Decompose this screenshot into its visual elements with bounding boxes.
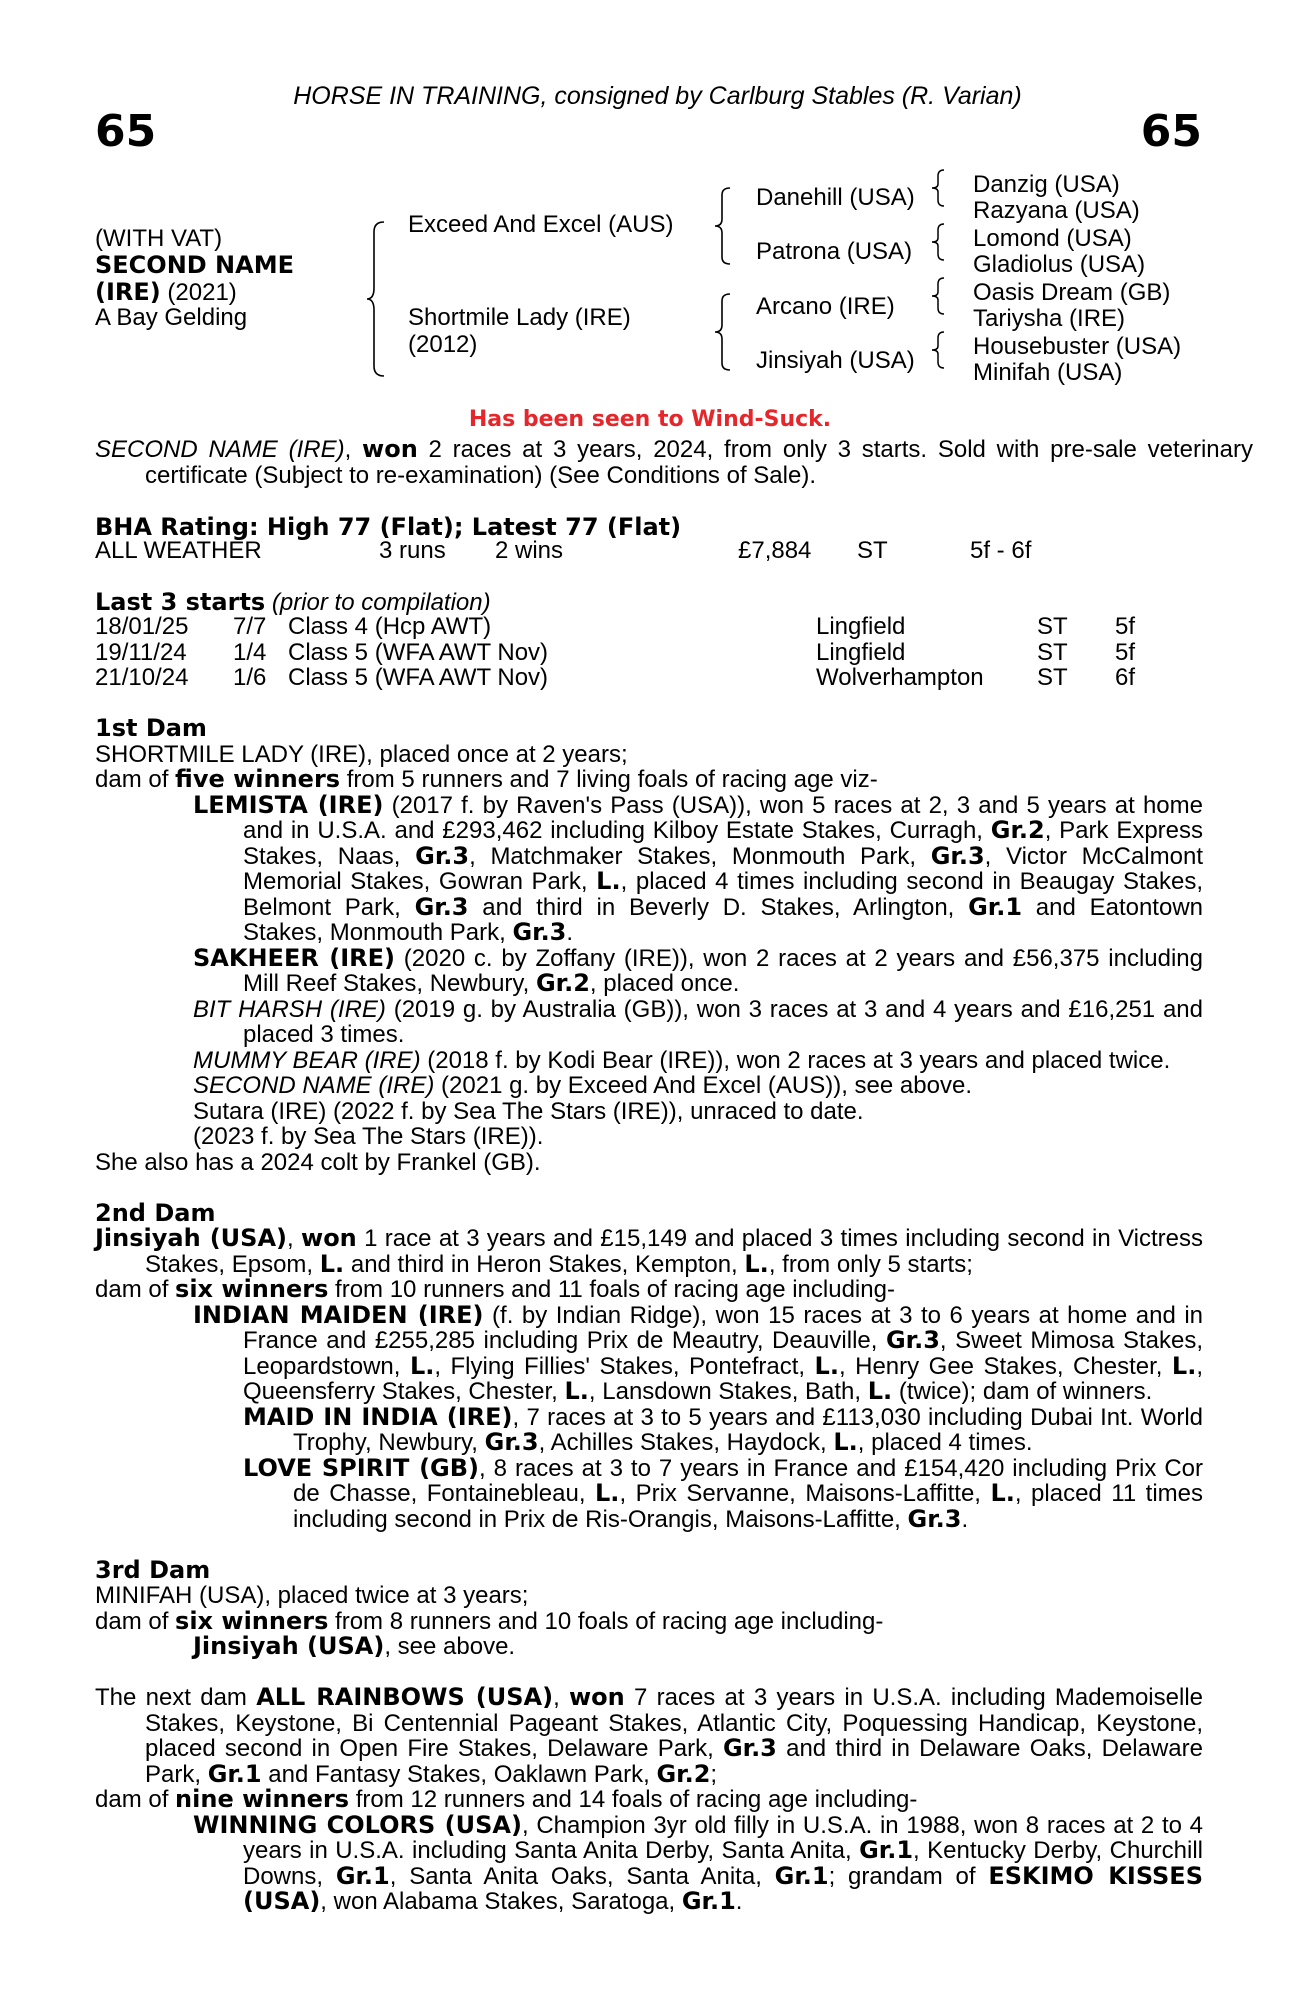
summary-horse-name: SECOND NAME (IRE) [95, 436, 345, 463]
foal-indian-maiden: INDIAN MAIDEN (IRE) (f. by Indian Ridge), won 15 races at 3 to 6 years at home and in France and £255,285 including Prix de Meautry, Deauville, Gr.3, Sweet Mimosa Stakes, Leopardstown, L., Flying Fillies' Stakes, Pontefract, L., Henry Gee Stakes, Chester, L., Queensferry Stakes, Chester, L., Lansdown Stakes, Bath, L. (twice); dam of winners. [193, 1300, 1204, 1405]
start-row: 18/01/25 7/7 Class 4 (Hcp AWT) Lingfield ST 5f [95, 613, 1136, 640]
foal-mummy-bear: MUMMY BEAR (IRE) (2018 f. by Kodi Bear (IRE)), won 2 races at 3 years and placed twice. [193, 1046, 1171, 1074]
lot-number-left: 65 [95, 106, 157, 157]
horse-country: (IRE) [95, 278, 161, 306]
foal-bit-harsh: BIT HARSH (IRE) (2019 g. by Australia (GB)), won 3 races at 3 and 4 years and £16,251 and placed 3 times. [193, 995, 1203, 1048]
vat-label: (WITH VAT) [95, 225, 223, 252]
pedigree-ggp-1: Danzig (USA) [973, 171, 1120, 198]
start-row: 19/11/24 1/4 Class 5 (WFA AWT Nov) Lingfield ST 5f [95, 638, 1136, 666]
pedigree-brace-4 [930, 168, 948, 208]
bha-rating: BHA Rating: High 77 (Flat); Latest 77 (Flat) [95, 513, 682, 541]
pedigree-brace-6 [930, 276, 948, 316]
horse-description: A Bay Gelding [95, 304, 248, 331]
rating-earnings: £7,884 [738, 537, 812, 564]
horse-year: (2021) [160, 279, 237, 306]
dam2-record: Jinsiyah (USA), won 1 race at 3 years and £15,149 and placed 3 times including second in Victress Stakes, Epsom, L. and third in Heron Stakes, Kempton, L., from only 5 starts; [95, 1224, 1203, 1278]
summary-paragraph: SECOND NAME (IRE), won 2 races at 3 years, 2024, from only 3 starts. Sold with pre-sale veterinary certificate (Subject to re-examination) (See Conditions of Sale). [95, 435, 1253, 489]
pedigree-ggp-8: Minifah (USA) [973, 359, 1123, 386]
dam1-line: SHORTMILE LADY (IRE), placed once at 2 years; [95, 740, 628, 768]
pedigree-ggp-6: Tariysha (IRE) [973, 305, 1126, 332]
pedigree-sire: Exceed And Excel (AUS) [408, 211, 674, 238]
pedigree-ggp-5: Oasis Dream (GB) [973, 279, 1171, 306]
lot-number-right: 65 [1140, 106, 1202, 157]
dam2-damof: dam of six winners from 10 runners and 11 foals of racing age including- [95, 1275, 895, 1303]
next-dam-damof: dam of nine winners from 12 runners and 14 foals of racing age including- [95, 1785, 918, 1813]
pedigree-sire-dam: Patrona (USA) [756, 238, 913, 265]
summary-won: won [362, 435, 418, 463]
foal-2023: (2023 f. by Sea The Stars (IRE)). [193, 1123, 544, 1150]
dam1-heading: 1st Dam [95, 714, 207, 742]
dam1-also: She also has a 2024 colt by Frankel (GB). [95, 1148, 541, 1176]
last-starts-title: Last 3 starts (prior to compilation) [95, 588, 491, 616]
pedigree-ggp-4: Gladiolus (USA) [973, 251, 1146, 278]
foal-winning-colors: WINNING COLORS (USA), Champion 3yr old filly in U.S.A. in 1988, won 8 races at 2 to 4 years in U.S.A. including Santa Anita Derby, Santa Anita, Gr.1, Kentucky Derby, Churchill Downs, Gr.1, Santa Anita Oaks, Santa Anita, Gr.1; grandam of ESKIMO KISSES (USA), won Alabama Stakes, Saratoga, Gr.1. [193, 1810, 1204, 1915]
pedigree-dam: Shortmile Lady (IRE) [408, 304, 631, 331]
foal-sutara: Sutara (IRE) (2022 f. by Sea The Stars (IRE)), unraced to date. [193, 1097, 864, 1125]
rating-wins: 2 wins [495, 537, 564, 564]
pedigree-dam-year: (2012) [408, 331, 478, 358]
pedigree-sire-sire: Danehill (USA) [756, 184, 915, 211]
foal-sakheer: SAKHEER (IRE) (2020 c. by Zoffany (IRE)), won 2 races at 2 years and £56,375 including Mill Reef Stakes, Newbury, Gr.2, placed once. [193, 943, 1203, 997]
dam3-jinsiyah: Jinsiyah (USA), see above. [193, 1632, 516, 1660]
dam3-damof: dam of six winners from 8 runners and 10 foals of racing age including- [95, 1606, 884, 1635]
horse-name: SECOND NAME [95, 251, 294, 279]
foal-lemista: LEMISTA (IRE) (2017 f. by Raven's Pass (USA)), won 5 races at 2, 3 and 5 years at home and in U.S.A. and £293,462 including Kilboy Estate Stakes, Curragh, Gr.2, Park Express Stakes, Naas, Gr.3, Matchmaker Stakes, Monmouth Park, Gr.3, Victor McCalmont Memorial Stakes, Gowran Park, L., placed 4 times including second in Beaugay Stakes, Belmont Park, Gr.3 and third in Beverly D. Stakes, Arlington, Gr.1 and Eatontown Stakes, Monmouth Park, Gr.3. [193, 790, 1204, 946]
pedigree-brace-1 [366, 220, 388, 378]
pedigree-ggp-7: Housebuster (USA) [973, 333, 1182, 360]
rating-distance: 5f - 6f [970, 537, 1032, 564]
rating-surface: ALL WEATHER [95, 537, 262, 564]
rating-row [95, 538, 1203, 564]
summary-text: 2 races at 3 years, 2024, from only 3 starts. Sold with pre-sale veterinary certificate (Subject to re-examination) (See Conditions of Sale). [145, 436, 1253, 489]
dam1-damof: dam of five winners from 5 runners and 7 living foals of racing age viz- [95, 765, 878, 793]
foal-maid-in-india: MAID IN INDIA (IRE), 7 races at 3 to 5 years and £113,030 including Dubai Int. World Trophy, Newbury, Gr.3, Achilles Stakes, Haydock, L., placed 4 times. [243, 1402, 1203, 1456]
pedigree-ggp-2: Razyana (USA) [973, 197, 1140, 224]
pedigree-dam-dam: Jinsiyah (USA) [756, 347, 915, 374]
pedigree-dam-sire: Arcano (IRE) [756, 293, 895, 320]
foal-second-name: SECOND NAME (IRE) (2021 g. by Exceed And Excel (AUS)), see above. [193, 1072, 972, 1099]
foal-love-spirit: LOVE SPIRIT (GB), 8 races at 3 to 7 years in France and £154,420 including Prix Cor de Chasse, Fontainebleau, L., Prix Servanne, Maisons-Laffitte, L., placed 11 times including second in Prix de Ris-Orangis, Maisons-Laffitte, Gr.3. [243, 1453, 1204, 1533]
wind-suck-warning: Has been seen to Wind-Suck. [468, 407, 832, 432]
pedigree-brace-5 [930, 222, 948, 262]
start-row: 21/10/24 1/6 Class 5 (WFA AWT Nov) Wolverhampton ST 6f [95, 664, 1136, 691]
next-dam-record: The next dam ALL RAINBOWS (USA), won 7 races at 3 years in U.S.A. including Mademoiselle Stakes, Keystone, Bi Centennial Pageant Stakes, Atlantic City, Poquessing Handicap, Keystone, placed second in Open Fire Stakes, Delaware Park, Gr.3 and third in Delaware Oaks, Delaware Park, Gr.1 and Fantasy Stakes, Oaklawn Park, Gr.2; [95, 1683, 1203, 1788]
page-header: HORSE IN TRAINING, consigned by Carlburg Stables (R. Varian) [293, 82, 1022, 110]
pedigree-brace-7 [930, 330, 948, 370]
pedigree-brace-2 [714, 186, 734, 266]
last-starts-table [95, 614, 1203, 691]
dam2-heading: 2nd Dam [95, 1198, 216, 1227]
rating-runs: 3 runs [379, 537, 446, 564]
pedigree-brace-3 [714, 292, 734, 372]
dam-section [95, 716, 1203, 1915]
pedigree-ggp-3: Lomond (USA) [973, 225, 1132, 252]
horse-name-suffix [95, 280, 237, 305]
rating-going: ST [857, 537, 888, 564]
dam3-line: MINIFAH (USA), placed twice at 3 years; [95, 1582, 529, 1609]
dam3-heading: 3rd Dam [95, 1555, 211, 1584]
